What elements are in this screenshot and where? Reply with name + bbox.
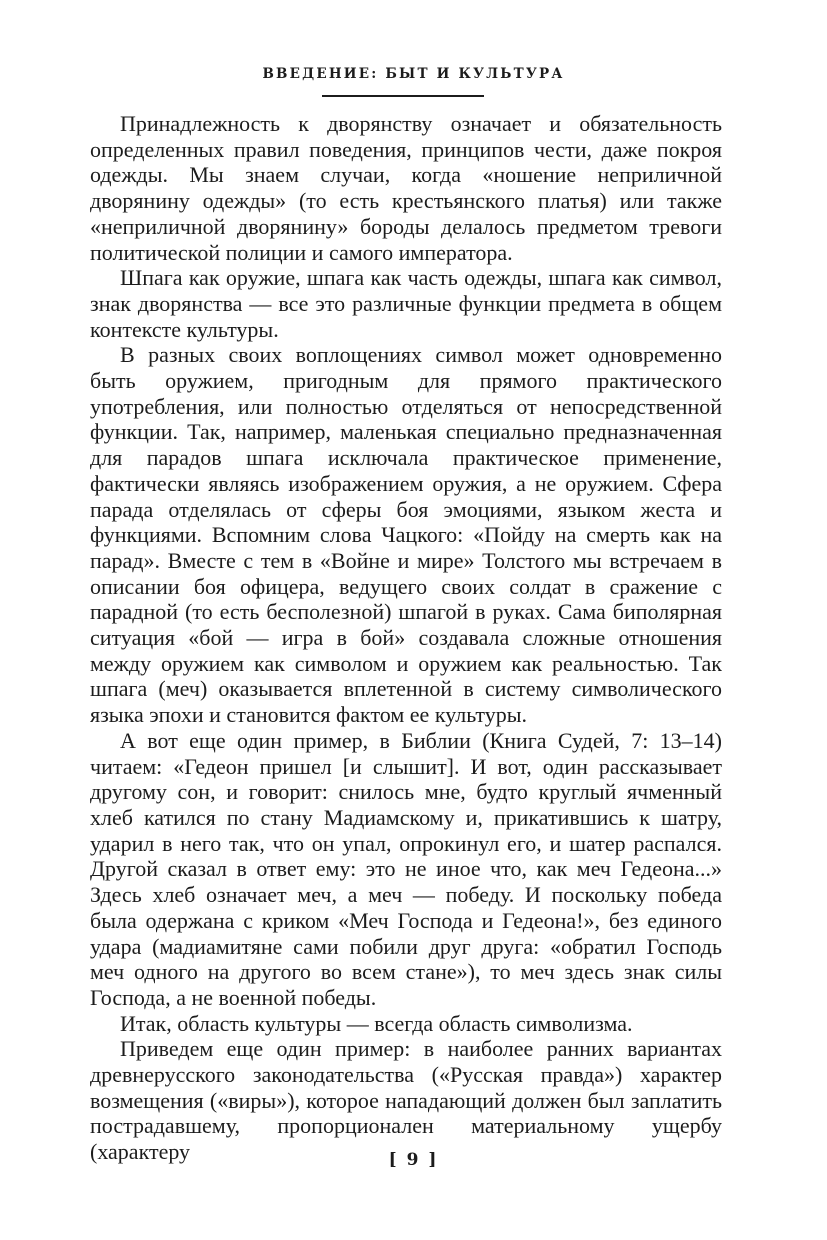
- body-text: [90, 111, 722, 1165]
- header-rule: [322, 95, 484, 97]
- paragraph-symbol-weapon: В разных своих воплощениях символ может одновременно быть оружием, пригодным для прямого практического употребления, или полностью отделяться от непосредственной функции. Так, например, маленькая специально предназначенная для парадов шпага исключала практическое применение, фактически являясь изображением оружия, а не оружием. Сфера парада отделялась от сферы боя эмоциями, языком жеста и функциями. Вспомним слова Чацкого: «Пойду на смерть как на парад». Вместе с тем в «Войне и мире» Толстого мы встречаем в описании боя офицера, ведущего своих солдат в сражение с парадной (то есть бесполезной) шпагой в руках. Сама биполярная ситуация «бой — игра в бой» создавала сложные отношения между оружием как символом и оружием как реальностью. Так шпага (меч) оказывается вплетенной в систему символического языка эпохи и становится фактом ее культуры.: [90, 342, 722, 728]
- running-head: ВВЕДЕНИЕ: БЫТ И КУЛЬТУРА: [262, 66, 565, 82]
- paragraph-culture-symbolism: Итак, область культуры — всегда область символизма.: [120, 1010, 633, 1036]
- paragraph-nobility-conduct: Принадлежность к дворянству означает и обязательность определенных правил поведения, принципов чести, даже покроя одежды. Мы знаем случаи, когда «ношение неприличной дворянину одежды» (то есть крестьянского платья) или также «неприличной дворянину» бороды делалось предметом тревоги политической полиции и самого императора.: [90, 111, 722, 265]
- paragraph-sword-functions: Шпага как оружие, шпага как часть одежды, шпага как символ, знак дворянства — все это различные функции предмета в общем контексте культуры.: [90, 265, 722, 342]
- page-number: [ 9 ]: [388, 1150, 439, 1170]
- paragraph-gideon-example: А вот еще один пример, в Библии (Книга Судей, 7: 13–14) читаем: «Гедеон пришел [и слышит]. И вот, один рассказывает другому сон, и говорит: снилось мне, будто круглый ячменный хлеб катился по стану Мадиамскому и, прикатившись к шатру, ударил в него так, что он упал, опрокинул его, и шатер распался. Другой сказал в ответ ему: это не иное что, как меч Гедеона...» Здесь хлеб означает меч, а меч — победу. И поскольку победа была одержана с криком «Меч Господа и Гедеона!», без единого удара (мадиамитяне сами побили друг друга: «обратил Господь меч одного на другого во всем стане»), то меч здесь знак силы Господа, а не военной победы.: [90, 727, 722, 1010]
- paragraph-russkaya-pravda: Приведем еще один пример: в наиболее ранних вариантах древнерусского законодательства («Русская правда») характер возмещения («виры»), которое нападающий должен был заплатить пострадавшему, пропорционален материальному ущербу (характеру: [90, 1036, 722, 1165]
